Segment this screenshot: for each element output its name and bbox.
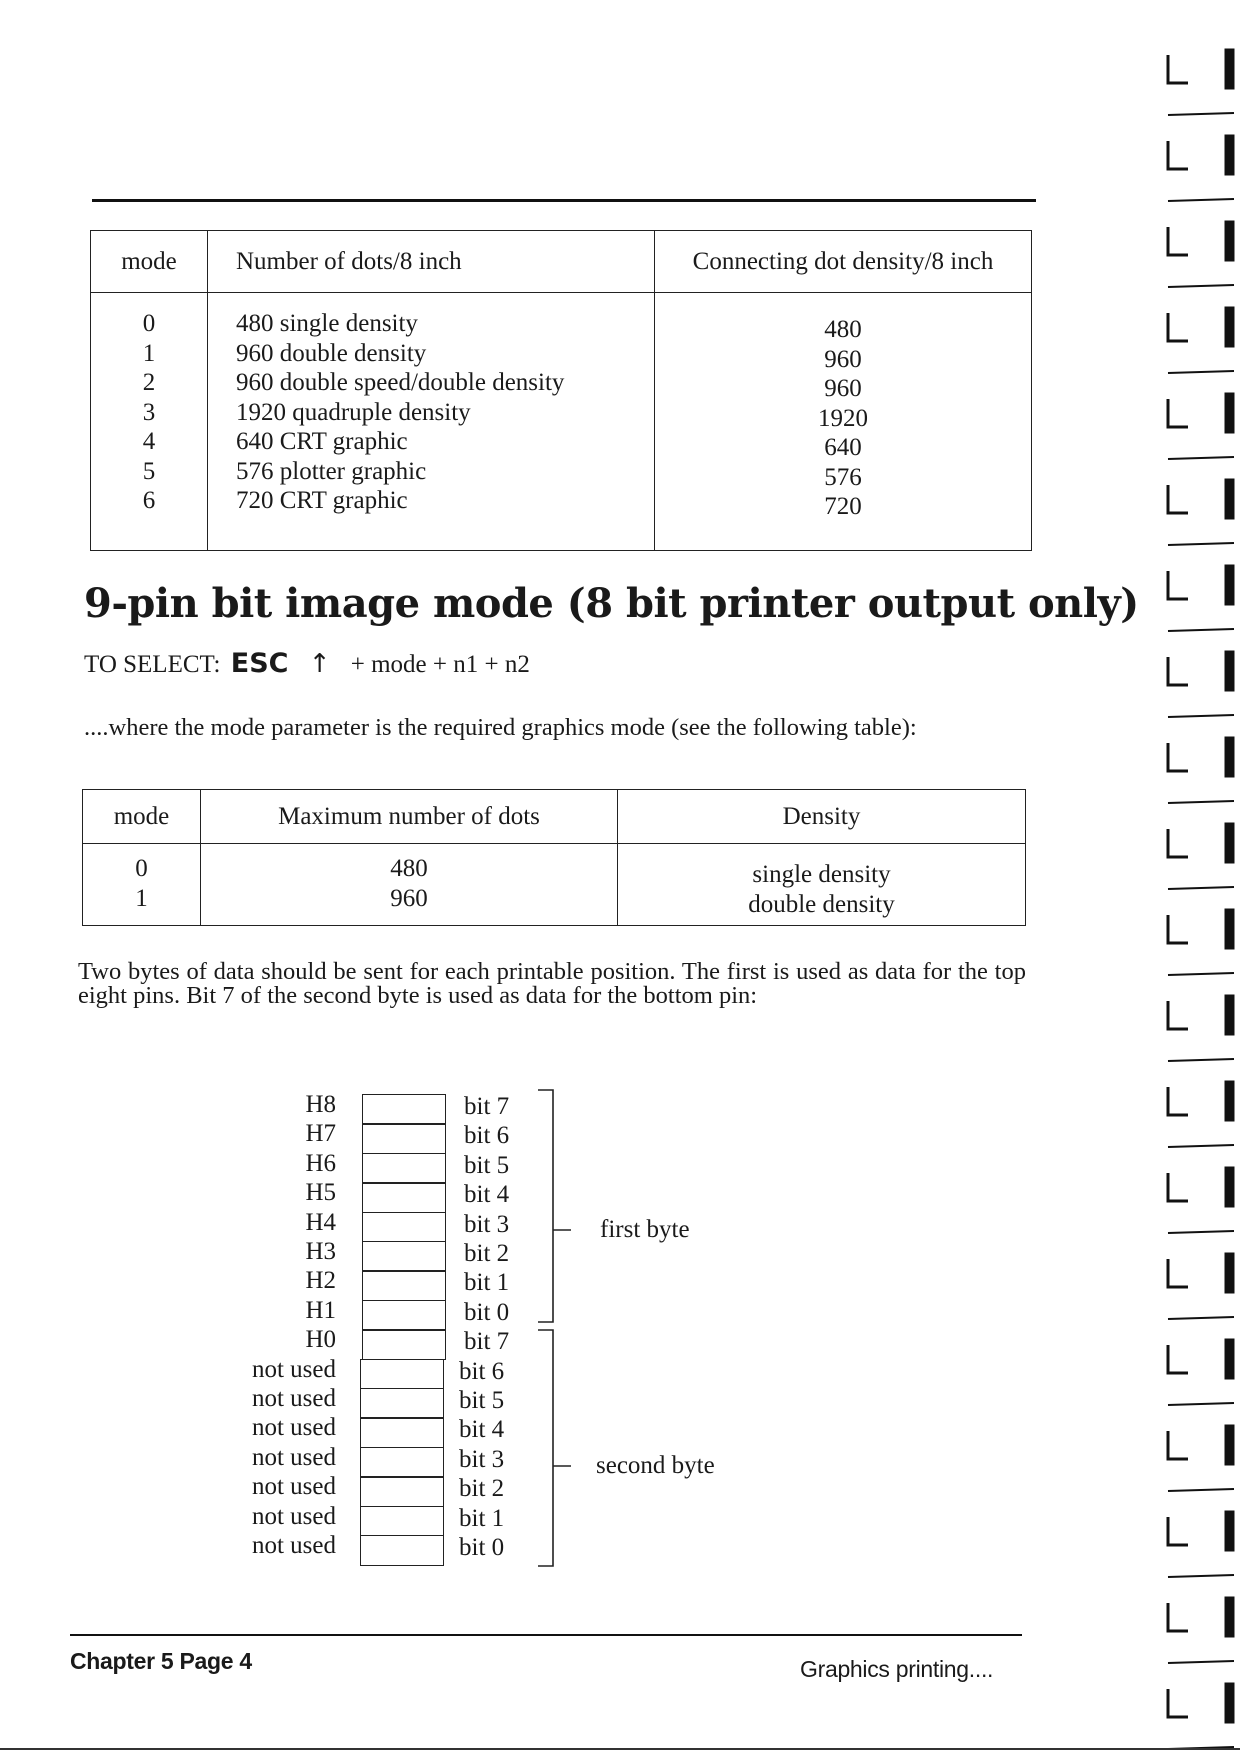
binder-bar (1225, 1425, 1234, 1465)
bit-label: bit 7 (464, 1093, 510, 1120)
binder-bar (1225, 565, 1234, 605)
binder-bar (1225, 393, 1234, 433)
bit-label: bit 6 (459, 1357, 505, 1385)
pin-label: H1 (305, 1296, 336, 1324)
pin-label: not used (251, 1443, 336, 1471)
pin-bit-cell (362, 1329, 446, 1360)
binder-hook (1168, 1431, 1188, 1459)
bit-label: bit 6 (464, 1122, 510, 1150)
modes-cell: 2 (142, 369, 156, 396)
esc-code: ESC (230, 648, 289, 679)
section-title: 9-pin bit image mode (8 bit printer output only) (84, 580, 1139, 627)
binder-hook (1168, 829, 1188, 857)
pin-bit-cell (360, 1417, 444, 1448)
desc-cell: 960 double density (236, 339, 427, 367)
pin-label: H6 (305, 1149, 336, 1177)
table2-mode-column (83, 844, 201, 926)
pin-label: not used (251, 1355, 336, 1383)
dens-cell: double density (748, 890, 895, 918)
binder-line (1168, 887, 1234, 889)
bit-label: bit 1 (459, 1504, 505, 1532)
binder-hook (1168, 1087, 1188, 1115)
pin-bit-cell (360, 1447, 444, 1478)
dens-cell: 720 (824, 493, 862, 520)
binder-line (1168, 1489, 1234, 1491)
binder-bar (1225, 1597, 1234, 1637)
binder-line (1168, 543, 1234, 545)
bytes-paragraph: Two bytes of data should be sent for each printable position. The first is used as data for the top eight pins. Bit 7 of the second byte is used as data for the bottom pin: (78, 958, 1026, 1009)
modes-cell: 5 (142, 457, 156, 485)
binder-bar (1225, 823, 1234, 863)
table1-header-mode: mode (91, 231, 208, 293)
binder-hook (1168, 1517, 1188, 1545)
dens-cell: 1920 (818, 404, 868, 432)
pin-label: H2 (305, 1267, 336, 1295)
dots-cell: 960 (390, 884, 428, 912)
binder-bar (1225, 135, 1234, 175)
bit-label: bit 5 (464, 1151, 510, 1179)
bit-label: bit 3 (464, 1210, 510, 1238)
binder-bar (1225, 221, 1234, 261)
table2-max-dots-column (201, 844, 618, 926)
binder-bar (1225, 909, 1234, 949)
binder-hook (1168, 227, 1188, 255)
first-byte-label: first byte (600, 1216, 690, 1243)
pin-bit-cell (362, 1153, 446, 1184)
bottom-edge-line (0, 1748, 1240, 1750)
table1-header-density: Connecting dot density/8 inch (655, 231, 1032, 293)
desc-cell: 960 double speed/double density (236, 369, 565, 396)
first-byte-bracket (538, 1090, 553, 1322)
pin-bit-cell (360, 1476, 444, 1507)
bit-image-mode-table (82, 789, 1026, 926)
graphics-mode-table (90, 230, 1032, 551)
modes-cell: 6 (142, 487, 156, 514)
binder-hook (1168, 55, 1188, 83)
up-arrow-icon: ↑ (308, 649, 331, 679)
table1-description-column (208, 293, 655, 551)
table1-header-dots: Number of dots/8 inch (208, 231, 655, 293)
binder-line (1168, 1575, 1234, 1577)
pin-label: not used (251, 1532, 336, 1559)
dens-cell: 640 (824, 434, 862, 461)
pin-label: not used (251, 1414, 336, 1442)
binder-hook (1168, 141, 1188, 169)
footer-rule (70, 1634, 1022, 1636)
pin-label: not used (251, 1502, 336, 1530)
modes-cell: 1 (142, 339, 156, 367)
binder-line (1168, 629, 1234, 631)
desc-cell: 576 plotter graphic (236, 457, 427, 485)
modes-cell: 1 (135, 884, 148, 912)
pin-bit-cell (362, 1094, 446, 1125)
binder-bar (1225, 1339, 1234, 1379)
bit-label: bit 2 (464, 1240, 510, 1267)
bit-label: bit 7 (464, 1328, 510, 1356)
mode-intro-paragraph: ....where the mode parameter is the required graphics mode (see the following table): (84, 714, 917, 741)
dens-cell: 960 (824, 345, 862, 373)
binder-line (1168, 199, 1234, 201)
pin-label: not used (251, 1385, 336, 1412)
binder-line (1168, 1231, 1234, 1233)
binder-line (1168, 801, 1234, 803)
pin-bit-cell (362, 1123, 446, 1154)
binder-hook (1168, 915, 1188, 943)
pin-bit-cell (362, 1300, 446, 1331)
table2-header-max-dots: Maximum number of dots (201, 790, 618, 844)
binder-line (1168, 1145, 1234, 1147)
select-command (84, 648, 530, 679)
pin-bit-cell (362, 1241, 446, 1272)
binder-hook (1168, 1603, 1188, 1631)
modes-cell: 0 (135, 855, 148, 882)
table2-density-column (618, 844, 1026, 926)
binder-hook (1168, 313, 1188, 341)
bit-label: bit 2 (459, 1475, 505, 1503)
pin-bit-cell (362, 1212, 446, 1243)
desc-cell: 640 CRT graphic (236, 428, 408, 455)
pin-bit-cell (360, 1506, 444, 1537)
table2-header-mode: mode (83, 790, 201, 844)
pin-bit-cell (362, 1182, 446, 1213)
footer-chapter-page: Chapter 5 Page 4 (70, 1648, 252, 1674)
table1-density-column (655, 293, 1032, 551)
pin-label: H0 (305, 1326, 336, 1354)
binder-bar (1225, 307, 1234, 347)
bit-label: bit 0 (464, 1298, 510, 1326)
binder-hook (1168, 1259, 1188, 1287)
pin-label: H8 (305, 1091, 336, 1118)
footer-section-name: Graphics printing.... (800, 1656, 994, 1682)
binder-line (1168, 1317, 1234, 1319)
desc-cell: 720 CRT graphic (236, 487, 408, 514)
select-params: + mode + n1 + n2 (350, 651, 530, 678)
binder-bar (1225, 737, 1234, 777)
table1-mode-column (91, 293, 208, 551)
binder-line (1168, 1661, 1234, 1663)
dots-cell: 480 (390, 855, 428, 882)
bit-label: bit 3 (459, 1445, 505, 1473)
desc-cell: 480 single density (236, 310, 418, 337)
binder-hook (1168, 1001, 1188, 1029)
dens-cell: 480 (824, 316, 862, 343)
binder-bar (1225, 651, 1234, 691)
binder-line (1168, 113, 1234, 115)
binder-hook (1168, 399, 1188, 427)
bit-label: bit 1 (464, 1269, 510, 1297)
top-rule (92, 199, 1036, 202)
bit-label: bit 0 (459, 1534, 505, 1561)
pin-label: H7 (305, 1120, 336, 1148)
binder-hook (1168, 485, 1188, 513)
binder-hook (1168, 1689, 1188, 1717)
pin-bit-cell (362, 1270, 446, 1301)
binder-bar (1225, 995, 1234, 1035)
bit-label: bit 4 (464, 1181, 510, 1209)
desc-cell: 1920 quadruple density (236, 398, 471, 426)
binder-bar (1225, 1081, 1234, 1121)
binder-line (1168, 1059, 1234, 1061)
modes-cell: 3 (142, 398, 156, 426)
table2-header-density: Density (618, 790, 1026, 844)
dens-cell: 576 (824, 463, 862, 491)
binder-bar (1225, 479, 1234, 519)
pin-label: H5 (305, 1179, 336, 1207)
binder-bar (1225, 1167, 1234, 1207)
binder-line (1168, 973, 1234, 975)
binder-bar (1225, 49, 1234, 89)
select-label: TO SELECT: (84, 651, 221, 678)
dens-cell: 960 (824, 375, 862, 402)
binder-line (1168, 285, 1234, 287)
modes-cell: 4 (142, 428, 156, 455)
binder-line (1168, 457, 1234, 459)
second-byte-bracket (538, 1330, 553, 1566)
pin-label: not used (251, 1473, 336, 1501)
bit-label: bit 5 (459, 1387, 505, 1414)
binder-hook (1168, 743, 1188, 771)
binder-bar (1225, 1511, 1234, 1551)
binder-hook (1168, 657, 1188, 685)
pin-label: H4 (305, 1208, 336, 1236)
pin-bit-cell (360, 1359, 444, 1390)
binder-bar (1225, 1253, 1234, 1293)
binder-bar (1225, 1683, 1234, 1723)
pin-bit-cell (360, 1535, 444, 1566)
binder-line (1168, 1403, 1234, 1405)
binder-line (1168, 371, 1234, 373)
binder-line (1168, 715, 1234, 717)
second-byte-label: second byte (596, 1452, 715, 1479)
pin-label: H3 (305, 1238, 336, 1265)
binder-hook (1168, 571, 1188, 599)
modes-cell: 0 (142, 310, 156, 337)
bit-label: bit 4 (459, 1416, 505, 1444)
dens-cell: single density (752, 861, 891, 888)
binder-hook (1168, 1345, 1188, 1373)
binder-hook (1168, 1173, 1188, 1201)
pin-bit-cell (360, 1388, 444, 1419)
